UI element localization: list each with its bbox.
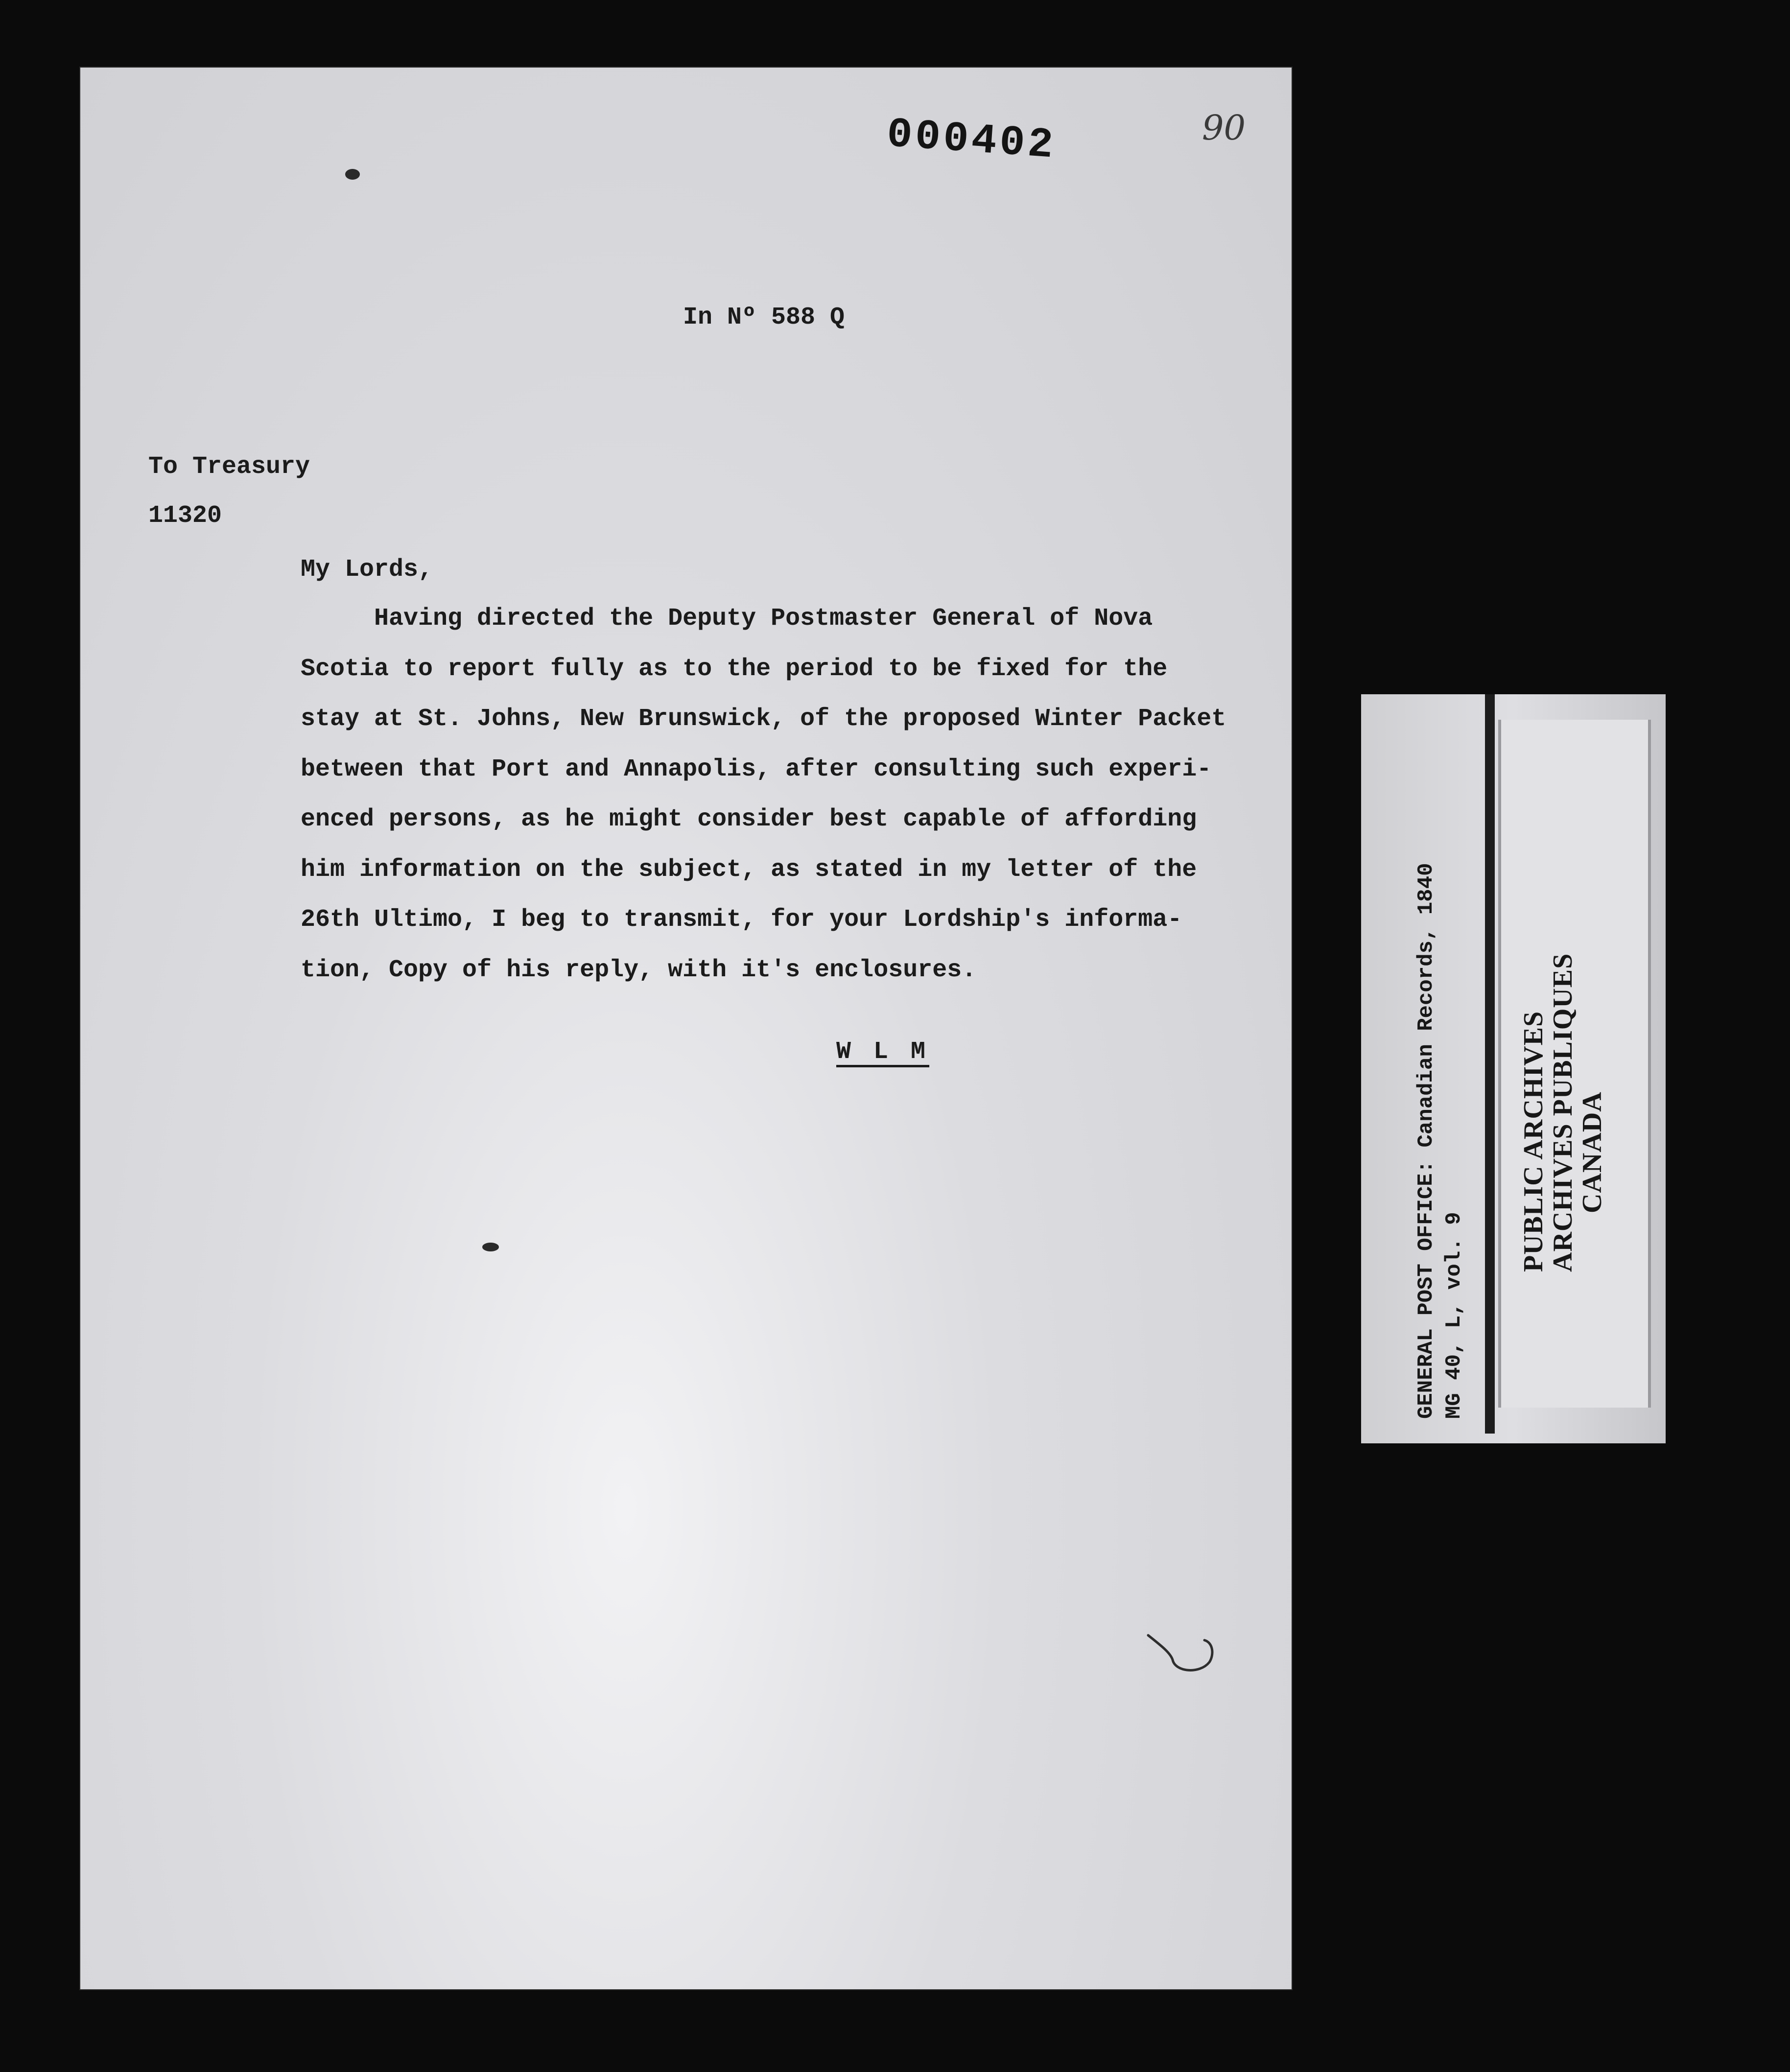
archive-name-fr: ARCHIVES PUBLIQUES (1548, 953, 1578, 1272)
ink-smudge (482, 1243, 499, 1251)
folio-handwritten-note: 90 (1202, 108, 1246, 148)
pencil-mark-icon (1146, 1625, 1224, 1679)
signature-initials: W L M (836, 1038, 930, 1066)
body-line: Scotia to report fully as to the period to be fixed for the (301, 655, 1168, 683)
document-number-stamp: 000402 (885, 110, 1058, 170)
reference-number: In Nº 588 Q (683, 304, 845, 331)
body-line: enced persons, as he might consider best capable of affording (301, 805, 1197, 833)
archive-label-card (1361, 694, 1666, 1443)
archive-country: CANADA (1577, 1091, 1607, 1213)
archive-reference-line-2: MG 40, L, vol. 9 (1442, 1212, 1466, 1419)
archive-reference-line-1: GENERAL POST OFFICE: Canadian Records, 1840 (1414, 863, 1438, 1419)
recipient-line: To Treasury (148, 453, 310, 481)
body-line: him information on the subject, as stated in my letter of the (301, 856, 1197, 884)
label-divider (1485, 694, 1495, 1434)
body-line: Having directed the Deputy Postmaster General of Nova (301, 605, 1153, 633)
salutation: My Lords, (301, 556, 433, 584)
body-line: 26th Ultimo, I beg to transmit, for your Lordship's informa- (301, 906, 1182, 934)
ink-smudge (345, 169, 360, 180)
archive-name-en: PUBLIC ARCHIVES (1518, 1011, 1549, 1272)
body-line: between that Port and Annapolis, after consulting such experi- (301, 755, 1212, 783)
body-line: stay at St. Johns, New Brunswick, of the proposed Winter Packet (301, 705, 1226, 733)
body-line: tion, Copy of his reply, with it's enclosures. (301, 956, 977, 984)
document-sheet (80, 68, 1292, 1989)
file-number: 11320 (148, 502, 222, 530)
